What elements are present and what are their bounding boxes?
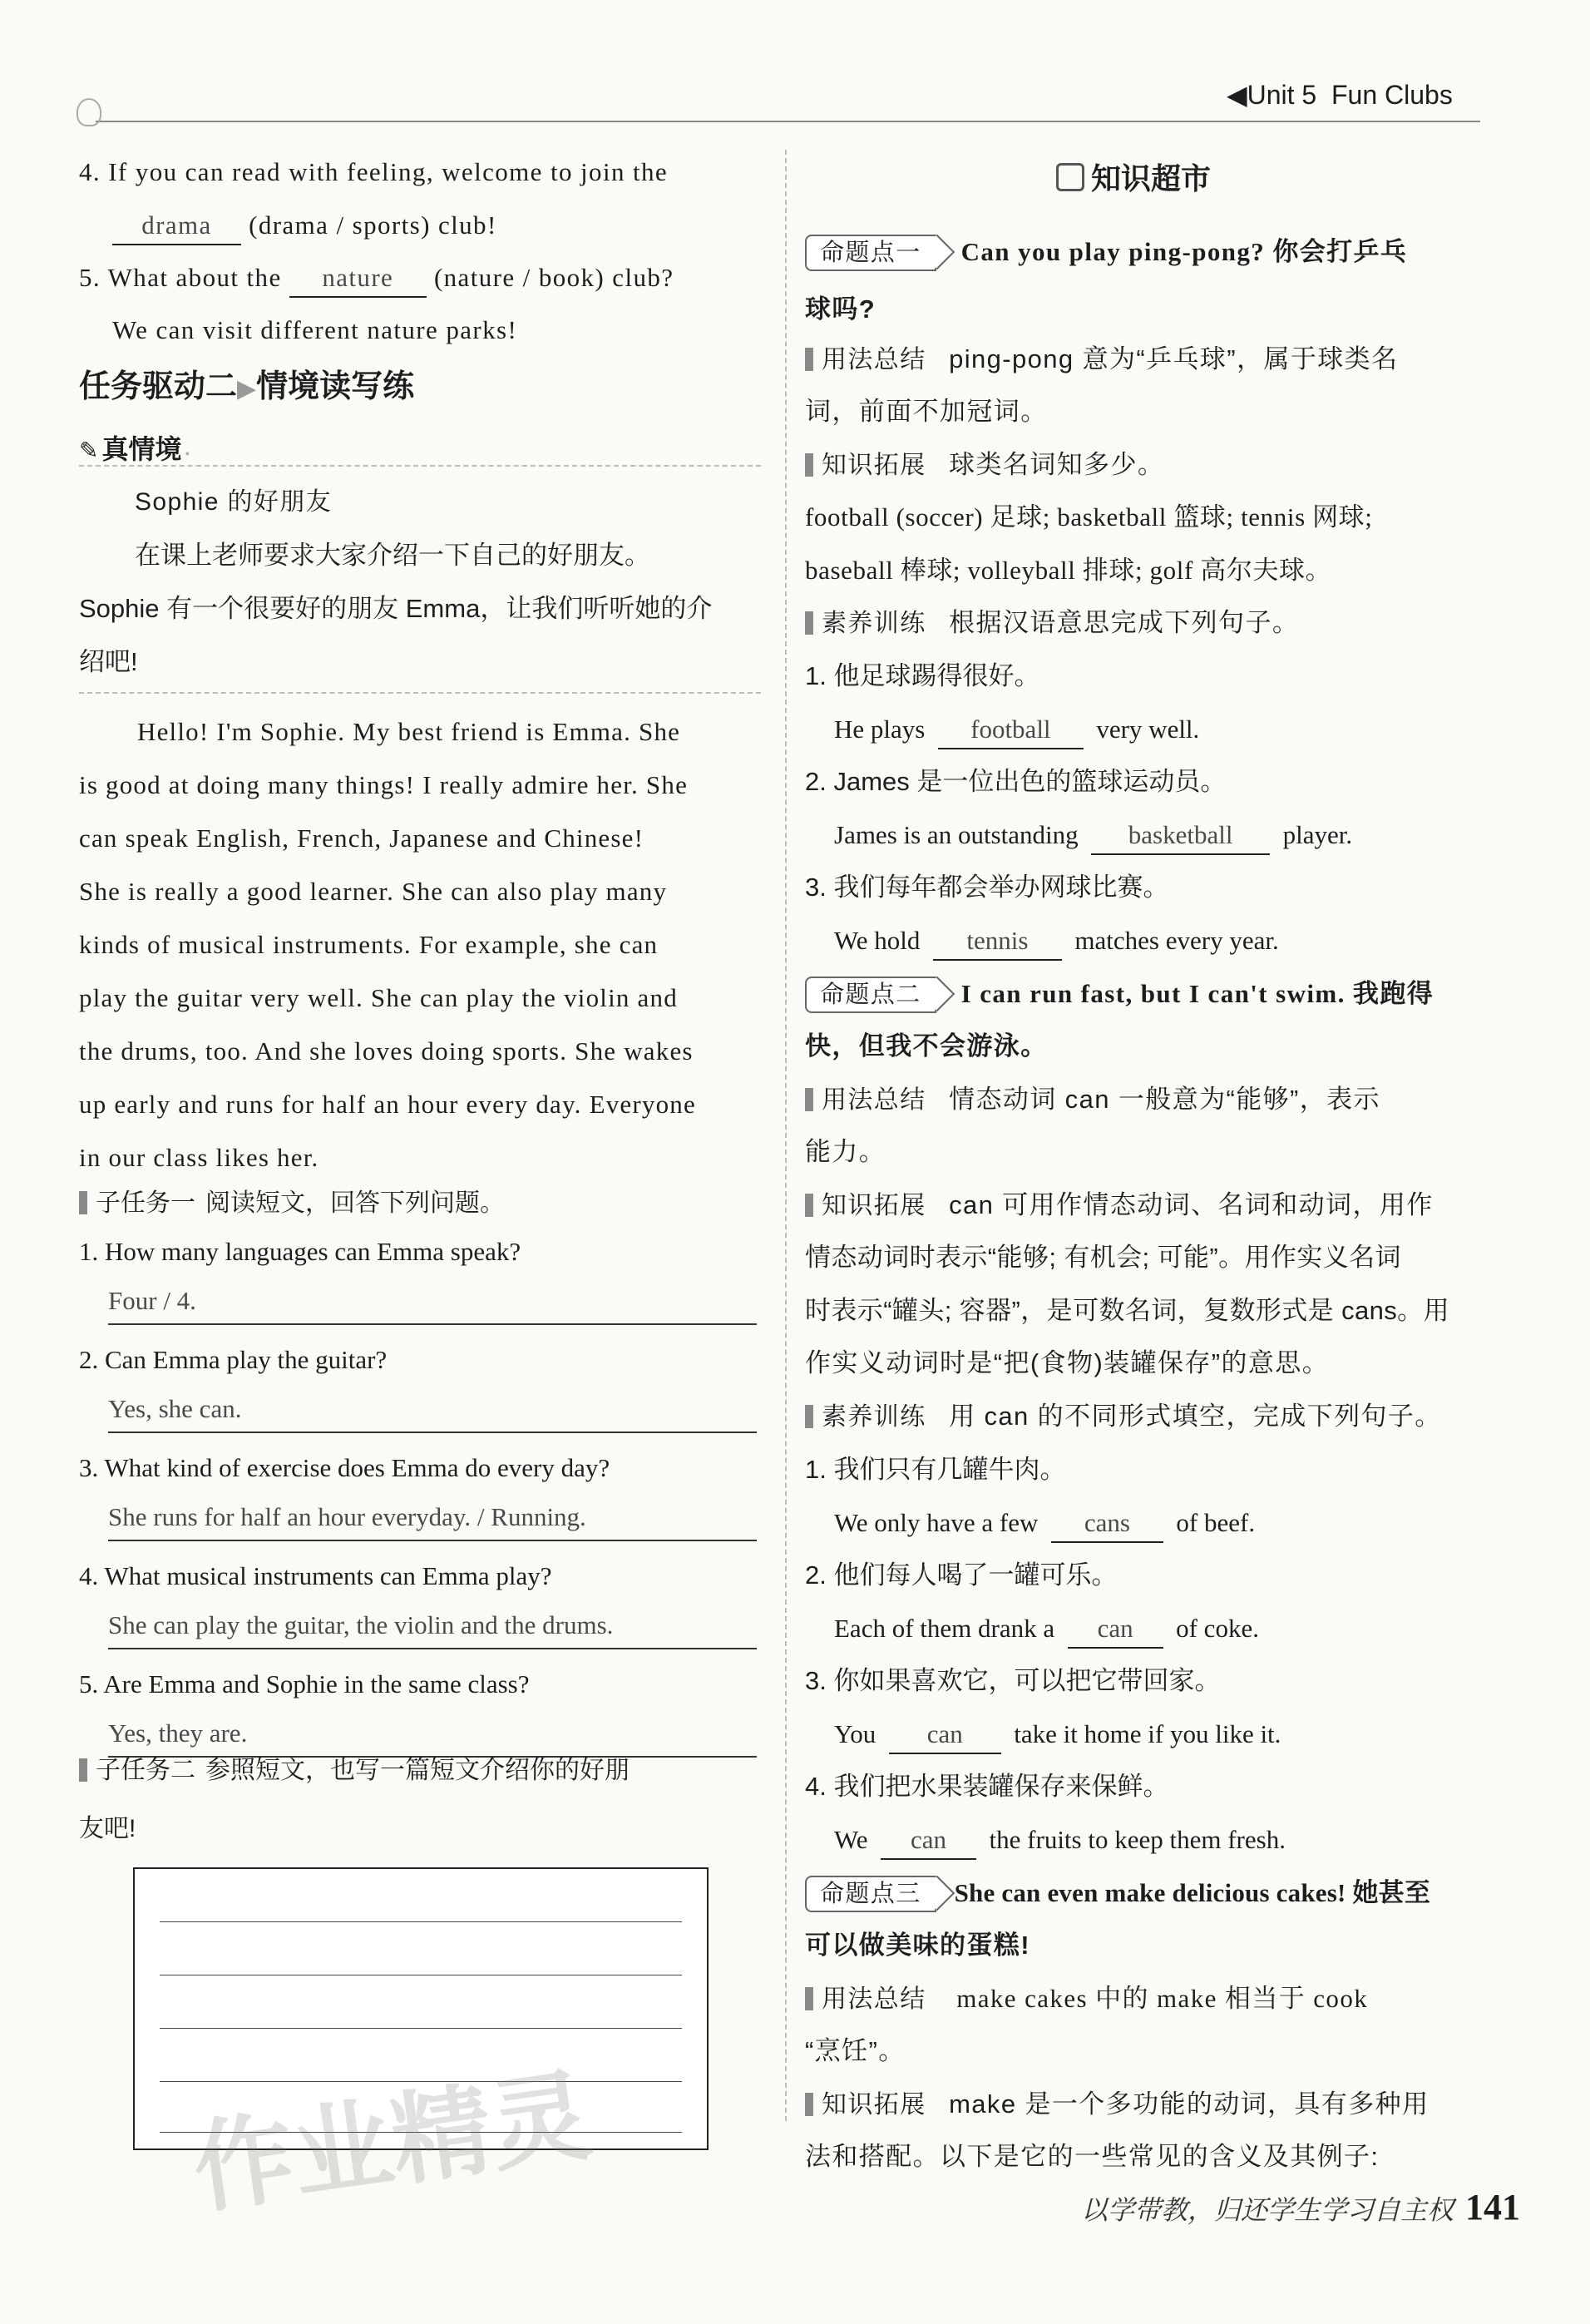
topic1-tag: 命题点一: [805, 235, 936, 271]
topic1-ext-line1: football (soccer) 足球; basketball 篮球; tennis 网球;: [805, 502, 1373, 532]
topic2-title: 命题点二 I can run fast, but I can't swim. 我跑得: [805, 967, 1434, 1021]
subtask2-heading: 子任务二 参照短文，也写一篇短文介绍你的好朋: [79, 1755, 769, 1787]
subtask1-heading: 子任务一 阅读短文，回答下列问题。: [79, 1188, 505, 1219]
unit-title: Fun Clubs: [1331, 80, 1453, 110]
topic2-usage-line2: 能力。: [805, 1137, 886, 1166]
footer-slogan: 以学带教，归还学生学习自主权: [1081, 2195, 1454, 2225]
topic3-ext-line2: 法和搭配。以下是它的一些常见的含义及其例子:: [805, 2142, 1380, 2171]
topic1-blank-1[interactable]: football: [938, 711, 1084, 749]
topic2-blank-3[interactable]: can: [889, 1716, 1001, 1754]
writing-line[interactable]: [160, 1921, 682, 1922]
q4-line2: drama (drama / sports) club!: [112, 199, 497, 252]
topic2-train: 素养训练 用 can 的不同形式填空，完成下列句子。: [805, 1390, 1442, 1443]
topic2-blank-2[interactable]: can: [1068, 1610, 1163, 1649]
back-arrow-icon: ◀: [1227, 80, 1247, 110]
topic3-title-line2: 可以做美味的蛋糕!: [805, 1931, 1030, 1960]
topic2-ext-line4: 作实义动词时是“把(食物)装罐保存”的意思。: [805, 1348, 1330, 1377]
topic1-blank-3[interactable]: tennis: [933, 922, 1062, 961]
q4-answer-blank[interactable]: drama: [112, 207, 241, 245]
context-title: Sophie 的好朋友: [135, 488, 333, 516]
page-number: 141: [1465, 2187, 1521, 2228]
q5-line1: 5. What about the nature (nature / book) club?: [79, 251, 674, 304]
context-header: ✎ 真情境 •: [79, 428, 761, 467]
pencil-icon: ✎: [79, 438, 99, 464]
topic3-tag: 命题点三: [805, 1876, 936, 1912]
topic2-ext-line2: 情态动词时表示“能够; 有机会; 可能”。用作实义名词: [805, 1243, 1401, 1272]
topic2-blank-1[interactable]: cans: [1051, 1505, 1163, 1543]
topic2-title-line2: 快，但我不会游泳。: [805, 1031, 1048, 1061]
footer: [1081, 2186, 1520, 2228]
section-title: 任务驱动二▶情境读写练: [79, 369, 415, 404]
topic1-ext: 知识拓展 球类名词知多少。: [805, 438, 1164, 492]
q4-line1: 4. If you can read with feeling, welcome to join the: [79, 157, 669, 186]
context-bottom-border: [79, 692, 761, 694]
topic1-title-line2: 球吗?: [805, 294, 876, 324]
reading-passage: Hello! I'm Sophie. My best friend is Emma. She is good at doing many things! I really admire her. She can speak English, French, Japanese and Chinese! She is really a good learner. She can also play many kinds of musical instruments. For example, she can play the guitar very well. She can play the violin and the drums, too. And she loves doing sports. She wakes up early and runs for half an hour every day. Everyone in our class likes her.: [79, 717, 696, 1172]
unit-label: Unit 5: [1247, 80, 1317, 110]
topic2-tag: 命题点二: [805, 977, 936, 1013]
watermark: 作业精灵: [186, 2059, 598, 2226]
topic2-usage: 用法总结 情态动词 can 一般意为“能够”，表示: [805, 1073, 1380, 1126]
topic2-blank-4[interactable]: can: [881, 1822, 976, 1860]
topic2-ext-line3: 时表示“罐头; 容器”，是可数名词，复数形式是 cans。用: [805, 1296, 1449, 1325]
context-label: 真情境: [101, 434, 182, 464]
column-divider: [785, 150, 787, 2121]
header-rule: [96, 121, 1480, 122]
knowledge-market-title: 知识超市: [1056, 158, 1211, 200]
topic3-title: 命题点三 She can even make delicious cakes! 她甚至: [805, 1867, 1430, 1920]
triangle-icon: ▶: [237, 375, 257, 403]
topic3-usage: 用法总结 make cakes 中的 make 相当于 cook: [805, 1972, 1368, 2025]
q5-line2: We can visit different nature parks!: [112, 315, 518, 344]
topic1-title: 命题点一 Can you play ping-pong? 你会打乒乓: [805, 225, 1407, 279]
question-2: 2. Can Emma play the guitar?: [79, 1345, 388, 1374]
question-1: 1. How many languages can Emma speak?: [79, 1237, 521, 1266]
topic1-ext-line2: baseball 棒球; volleyball 排球; golf 高尔夫球。: [805, 556, 1332, 585]
topic1-usage-line2: 词，前面不加冠词。: [805, 397, 1048, 426]
topic1-blank-2[interactable]: basketball: [1091, 817, 1270, 855]
book-icon: [1056, 163, 1084, 191]
lightbulb-icon: [77, 98, 101, 126]
topic3-usage-line2: “烹饪”。: [805, 2036, 906, 2065]
answer-2[interactable]: Yes, she can.: [108, 1387, 757, 1433]
topic1-usage: 用法总结 ping-pong 意为“乒乓球”，属于球类名: [805, 333, 1398, 386]
answer-3[interactable]: She runs for half an hour everyday. / Running.: [108, 1495, 757, 1541]
writing-line[interactable]: [160, 2028, 682, 2029]
topic1-train: 素养训练 根据汉语意思完成下列句子。: [805, 596, 1299, 650]
answer-4[interactable]: She can play the guitar, the violin and the drums.: [108, 1603, 757, 1649]
question-4: 4. What musical instruments can Emma play?: [79, 1561, 552, 1590]
context-text: 在课上老师要求大家介绍一下自己的好朋友。 Sophie 有一个很要好的朋友 Emma，让我们听听她的介 绍吧!: [79, 541, 713, 676]
subtask2-line2: 友吧!: [79, 1815, 136, 1842]
q5-answer-blank[interactable]: nature: [289, 260, 427, 298]
answer-1[interactable]: Four / 4.: [108, 1278, 757, 1325]
question-5: 5. Are Emma and Sophie in the same class?: [79, 1669, 530, 1698]
answer-5[interactable]: Yes, they are.: [108, 1711, 757, 1758]
topic2-ext: 知识拓展 can 可用作情态动词、名词和动词，用作: [805, 1179, 1434, 1232]
page-header: [1227, 77, 1480, 113]
topic3-ext: 知识拓展 make 是一个多功能的动词，具有多种用: [805, 2078, 1429, 2131]
topic1-items: 1. 他足球踢得很好。 He plays football very well. 2. James 是一位出色的篮球运动员。 James is an outstanding basketball player. 3. 我们每年都会举办网球比赛。 We hold tennis matches every year.: [805, 650, 1352, 967]
questions-block: [79, 1225, 769, 1758]
topic2-items: 1. 我们只有几罐牛肉。 We only have a few cans of beef. 2. 他们每人喝了一罐可乐。 Each of them drank a can of coke. 3. 你如果喜欢它，可以把它带回家。 You can take it home if you like it. 4. 我们把水果装罐保存来保鲜。 We can the fruits to keep them fresh.: [805, 1443, 1286, 1866]
question-3: 3. What kind of exercise does Emma do every day?: [79, 1453, 610, 1482]
